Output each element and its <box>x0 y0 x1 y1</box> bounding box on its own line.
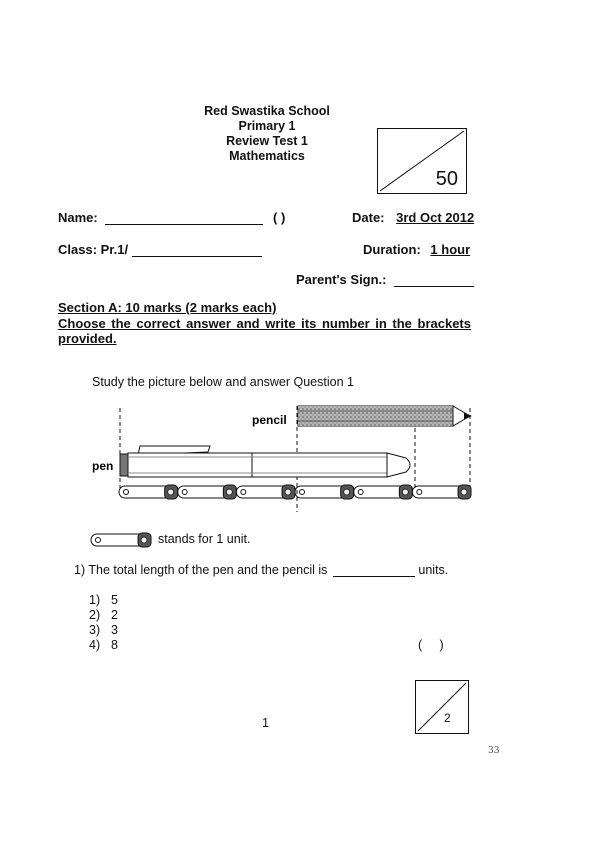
question-intro: Study the picture below and answer Question 1 <box>92 375 354 389</box>
duration-row <box>363 242 470 257</box>
parent-sign-field[interactable] <box>394 274 474 287</box>
name-label: Name: <box>58 210 98 225</box>
subject: Mathematics <box>229 149 305 163</box>
duration-value: 1 hour <box>430 242 471 257</box>
page-number: 1 <box>262 716 269 730</box>
test-name: Review Test 1 <box>226 134 308 148</box>
corner-note: 33 <box>488 746 500 756</box>
section-instruction: Choose the correct answer and write its number in the brackets provided. <box>58 316 471 346</box>
date-label: Date: <box>352 210 385 225</box>
class-field[interactable] <box>132 244 262 257</box>
unit-row <box>119 485 471 499</box>
question-1 <box>74 563 448 577</box>
page-score: 2 <box>444 711 451 725</box>
options-list <box>89 593 118 653</box>
name-field[interactable] <box>105 212 263 225</box>
level: Primary 1 <box>238 119 296 133</box>
answer-brackets[interactable]: ( ) <box>418 638 444 652</box>
name-row <box>58 210 285 225</box>
legend-text: stands for 1 unit. <box>158 532 251 546</box>
total-score-box <box>377 128 467 194</box>
date-value: 3rd Oct 2012 <box>396 210 475 225</box>
parent-sign-label: Parent's Sign.: <box>296 272 387 287</box>
pen-label: pen <box>92 459 114 473</box>
option-4[interactable]: 4) 8 <box>89 638 118 652</box>
total-marks: 50 <box>435 168 458 190</box>
option-1[interactable]: 1) 5 <box>89 593 118 607</box>
page-score-box <box>415 680 469 734</box>
question-text: The total length of the pen and the pencil is <box>88 563 328 577</box>
unit-pin <box>412 485 471 499</box>
duration-label: Duration: <box>363 242 421 257</box>
question-units: units. <box>418 563 449 577</box>
unit-legend-pin <box>90 530 156 550</box>
pen-pencil-picture <box>90 400 490 520</box>
page-score-diagonal <box>416 681 468 733</box>
school-name: Red Swastika School <box>204 104 330 118</box>
unit-pin <box>295 485 354 499</box>
unit-pin <box>91 533 151 547</box>
class-label: Class: Pr.1/ <box>58 242 129 257</box>
class-row <box>58 242 262 257</box>
pen-drawing <box>120 446 410 477</box>
option-3[interactable]: 3) 3 <box>89 623 118 637</box>
pencil-label: pencil <box>252 413 287 427</box>
parent-sign-row <box>296 272 474 287</box>
unit-pin <box>354 485 413 499</box>
pencil-drawing <box>298 406 472 426</box>
date-row <box>352 210 474 225</box>
unit-pin <box>178 485 237 499</box>
unit-pin <box>236 485 295 499</box>
unit-pin <box>119 485 178 499</box>
option-2[interactable]: 2) 2 <box>89 608 118 622</box>
section-title: Section A: 10 marks (2 marks each) <box>58 300 277 315</box>
register-brackets: ( ) <box>273 210 286 225</box>
question-number: 1) <box>74 563 86 577</box>
answer-blank[interactable] <box>333 565 415 577</box>
